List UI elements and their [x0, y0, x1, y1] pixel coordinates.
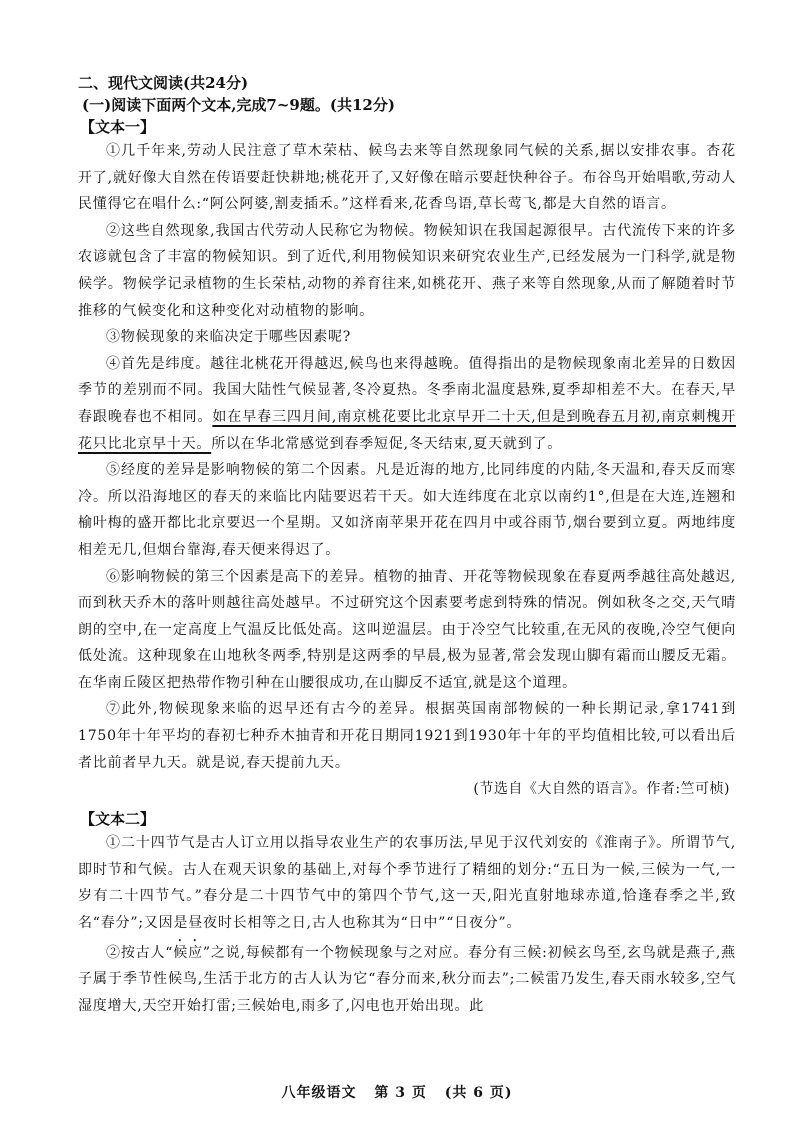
text1-source: (节选自《大自然的语言》。作者:竺可桢): [473, 781, 730, 798]
text2-paragraph-2: [78, 937, 736, 1020]
text1-paragraph-6: ⑥影响物候的第三个因素是高下的差异。植物的抽青、开花等物候现象在春夏两季越往高处越迟,而到秋天乔木的落叶则越往高处越早。不过研究这个因素要考虑到特殊的情况。例如秋冬之交,天气晴朗的空中,在一定高度上气温反比低处高。这叫逆温层。由于冷空气比较重,在无风的夜晚,冷空气便向低处流。这种现象在山地秋冬两季,特别是这两季的早晨,极为显著,常会发现山脚有霜而山腰反无霜。在华南丘陵区把热带作物引种在山腰很成功,在山脚反不适宜,就是这个道理。: [78, 568, 736, 691]
text1-paragraph-2: ②这些自然现象,我国古代劳动人民称它为物候。物候知识在我国起源很早。古代流传下来的许多农谚就包含了丰富的物候知识。到了近代,利用物候知识来研究农业生产,已经发展为一门科学,就是物候学。物候学记录植物的生长荣枯,动物的养育往来,如桃花开、燕子来等自然现象,从而了解随着时节推移的气候变化和这种变化对动植物的影响。: [78, 222, 736, 319]
p2-dotted-term: 候应: [173, 944, 203, 961]
text1-paragraph-4: [78, 351, 736, 457]
text2-label: 【文本二】: [80, 810, 156, 829]
text1-label: 【文本一】: [80, 118, 156, 136]
text2-paragraph-1: ①二十四节气是古人订立用以指导农业生产的农事历法,早见于汉代刘安的《淮南子》。所谓节气,即时节和气候。古人在观天识象的基础上,对每个季节进行了精细的划分:“五日为一候,三候为一气,一岁有二十四节气。”春分是二十四节气中的第四个节气,这一天,阳光直射地球赤道,恰逢春季之半,致名“春分”;又因是昼夜时长相等之日,古人也称其为“日中”“日夜分”。: [78, 835, 736, 932]
text1-paragraph-7: ⑦此外,物候现象来临的迟早还有古今的差异。根据英国南部物候的一种长期记录,拿1741到1750年十年平均的春初七种乔木抽青和开花日期同1921到1930年十年的平均值相比较,可以看出后者比前者早九天。就是说,春天提前九天。: [78, 701, 736, 771]
text1-paragraph-5: ⑤经度的差异是影响物候的第二个因素。凡是近海的地方,比同纬度的内陆,冬天温和,春天反而寒冷。所以沿海地区的春天的来临比内陆要迟若干天。如大连纬度在北京以南约1°,但是在大连,连翘和榆叶梅的盛开都比北京要迟一个星期。又如济南苹果开花在四月中或谷雨节,烟台要到立夏。两地纬度相差无几,但烟台靠海,春天便来得迟了。: [78, 462, 736, 558]
footer-total-pages: (共 6 页): [444, 1085, 513, 1101]
page-footer: [0, 1082, 794, 1102]
footer-subject: 八年级语文: [281, 1085, 357, 1101]
p2-text-a: ②按古人“: [106, 944, 174, 961]
p2-text-b: ”之说,每候都有一个物候现象与之对应。春分有三候:初候玄鸟至,玄鸟就是燕子,燕子属于季节性候鸟,生活于北方的古人认为它“春分而来,秋分而去”;二候雷乃发生,春天雨水较多,空气湿度增大,天空开始打雷;三候始电,雨多了,闪电也开始出现。此: [78, 944, 736, 1014]
question-instruction: (一)阅读下面两个文本,完成7~9题。(共12分): [82, 96, 395, 114]
section-title: 二、现代文阅读(共24分): [78, 74, 249, 92]
footer-page-number: 第 3 页: [374, 1085, 427, 1101]
p4-text-a: ④首先是纬度。越往北桃花开得越迟,候鸟也来得越晚。值得指出的是物候现象南北差异的日数因季节的差别而不同。我国大陆性气候显著,冬冷夏热。冬季南北温度悬殊,夏季却相差不大。在春天,早春跟晚春也不相同。: [78, 355, 736, 425]
text1-paragraph-1: ①几千年来,劳动人民注意了草木荣枯、候鸟去来等自然现象同气候的关系,据以安排农事。杏花开了,就好像大自然在传语要赶快耕地;桃花开了,又好像在暗示要赶快种谷子。布谷鸟开始唱歌,劳动人民懂得它在唱什么:“阿公阿婆,割麦插禾。”这样看来,花香鸟语,草长莺飞,都是大自然的语言。: [78, 143, 736, 213]
p4-text-b: 所以在华北常感觉到春季短促,冬天结束,夏天就到了。: [211, 435, 563, 452]
p4-underlined-sentence: 如在早春三四月间,南京桃花要比北京早开二十天,但是到晚春五月初,南京刺槐开花只比北京早十天。: [78, 408, 736, 452]
text1-paragraph-3: ③物候现象的来临决定于哪些因素呢?: [106, 329, 352, 346]
